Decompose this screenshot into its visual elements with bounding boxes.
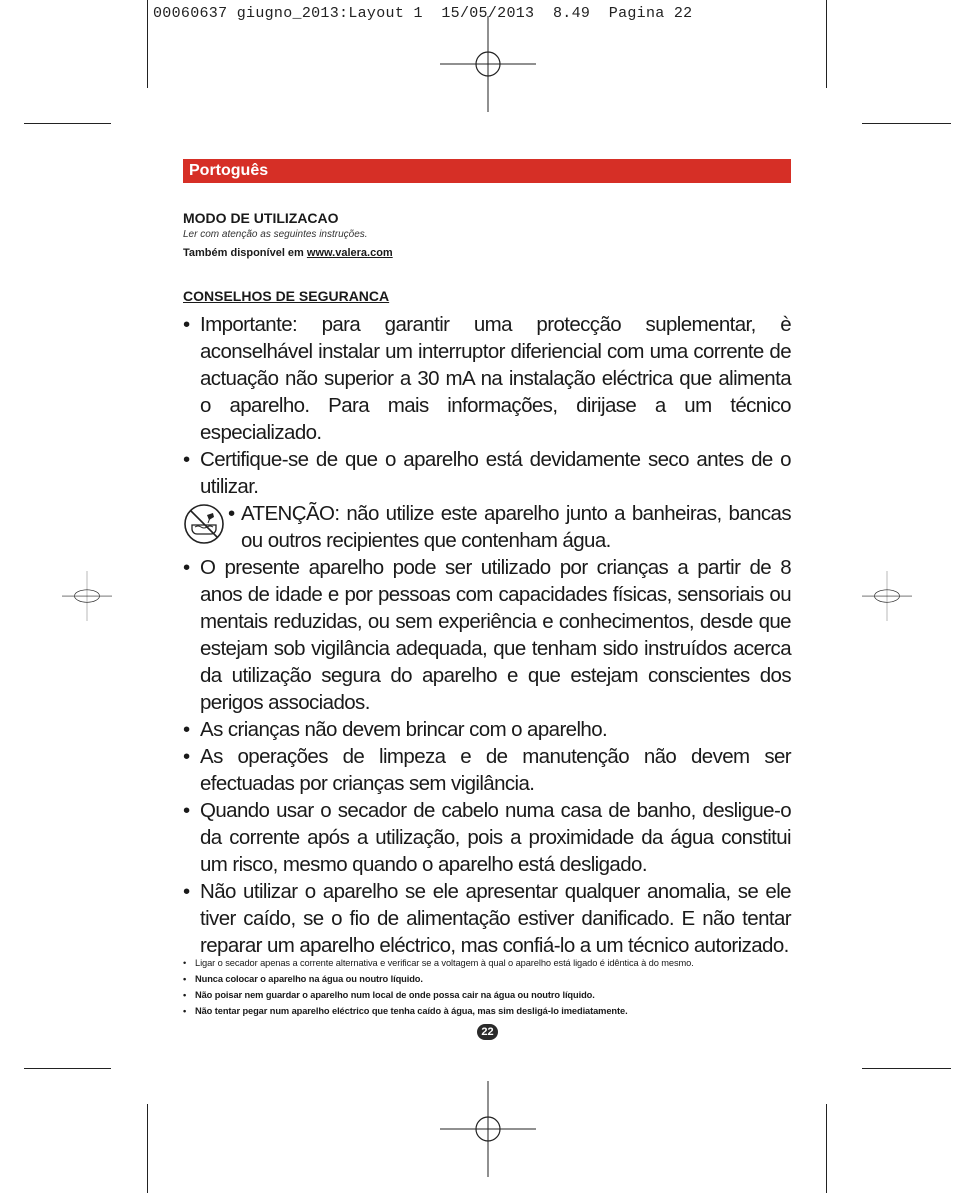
list-item-text: ATENÇÃO: não utilize este aparelho junto a banheiras, bancas ou outros recipientes que contenham água. [241, 502, 791, 552]
page-number: 22 [477, 1024, 498, 1040]
list-item-warning [183, 500, 791, 554]
crop-mark [826, 1104, 827, 1193]
list-item [183, 878, 791, 959]
list-item [183, 716, 791, 743]
crop-mark [826, 0, 827, 88]
list-item [183, 554, 791, 716]
crop-mark [147, 1104, 148, 1193]
crop-mark [862, 1068, 951, 1069]
registration-mark-icon [862, 546, 912, 646]
list-item [183, 311, 791, 446]
crop-mark [24, 123, 111, 124]
print-slug: 00060637 giugno_2013:Layout 1 15/05/2013 8.49 Pagina 22 [153, 5, 693, 22]
list-item-text: Não utilizar o aparelho se ele apresentar qualquer anomalia, se ele tiver caído, se o fio de alimentação estiver danificado. E não tentar reparar um aparelho eléctrico, mas confiá-lo a um técnico autorizado. [200, 880, 791, 957]
fine-print-text: Ligar o secador apenas a corrente alternativa e verificar se a voltagem à qual o aparelho está ligado é idêntica à do mesmo. [195, 958, 694, 968]
bullet: • [183, 556, 190, 579]
fine-print-text: Nunca colocar o aparelho na água ou noutro líquido. [195, 974, 423, 984]
list-item [183, 446, 791, 500]
crop-mark [147, 0, 148, 88]
list-item-text: Certifique-se de que o aparelho está devidamente seco antes de o utilizar. [200, 448, 791, 498]
fine-print-text: Não tentar pegar num aparelho eléctrico que tenha caído à água, mas sim desligá-lo imediatamente. [195, 1006, 628, 1016]
language-header: Portoguês [183, 159, 791, 183]
bullet: • [183, 974, 187, 984]
bullet: • [183, 880, 190, 903]
fine-print-item [183, 1003, 793, 1019]
fine-print-item [183, 955, 793, 971]
bullet: • [183, 448, 190, 471]
list-item [183, 797, 791, 878]
registration-mark-icon [438, 1081, 538, 1177]
list-item-text: As operações de limpeza e de manutenção não devem ser efectuadas por crianças sem vigilância. [200, 745, 791, 795]
bullet: • [183, 958, 187, 968]
list-item-text: Quando usar o secador de cabelo numa casa de banho, desligue-o da corrente após a utilização, pois a proximidade da água constitui um risco, mesmo quando o aparelho está desligado. [200, 799, 791, 876]
fine-print-item [183, 971, 793, 987]
usage-subtitle: Ler com atenção as seguintes instruções. [183, 229, 368, 240]
crop-mark [24, 1068, 111, 1069]
availability-note [183, 247, 393, 259]
usage-title: MODO DE UTILIZACAO [183, 210, 339, 226]
bullet: • [183, 313, 190, 336]
bullet: • [183, 718, 190, 741]
crop-mark [862, 123, 951, 124]
bullet: • [183, 990, 187, 1000]
safety-list [183, 311, 791, 959]
bullet: • [183, 1006, 187, 1016]
availability-text: Também disponível em [183, 247, 304, 259]
fine-print-list [183, 955, 793, 1019]
no-bathtub-warning-icon [183, 503, 225, 545]
safety-title: CONSELHOS DE SEGURANCA [183, 288, 390, 304]
fine-print-item [183, 987, 793, 1003]
list-item-text: O presente aparelho pode ser utilizado por crianças a partir de 8 anos de idade e por pessoas com capacidades físicas, sensoriais ou mentais reduzidas, ou sem experiência e conhecimentos, desde que estejam sob vigilância adequada, que tenham sido instruídos acerca da utilização segura do aparelho e que estejam conscientes dos perigos associados. [200, 556, 791, 714]
bullet: • [228, 502, 235, 525]
list-item-text: Importante: para garantir uma protecção suplementar, è aconselhável instalar um interruptor diferiencial com uma corrente de actuação não superior a 30 mA na instalação eléctrica que alimenta o aparelho. Para mais informações, dirijase a um técnico especializado. [200, 313, 791, 444]
bullet: • [183, 799, 190, 822]
bullet: • [183, 745, 190, 768]
list-item [183, 743, 791, 797]
registration-mark-icon [438, 16, 538, 112]
fine-print-text: Não poisar nem guardar o aparelho num local de onde possa cair na água ou noutro líquido. [195, 990, 595, 1000]
list-item-text: As crianças não devem brincar com o aparelho. [200, 718, 608, 741]
registration-mark-icon [62, 546, 112, 646]
website-link[interactable]: www.valera.com [306, 247, 393, 259]
